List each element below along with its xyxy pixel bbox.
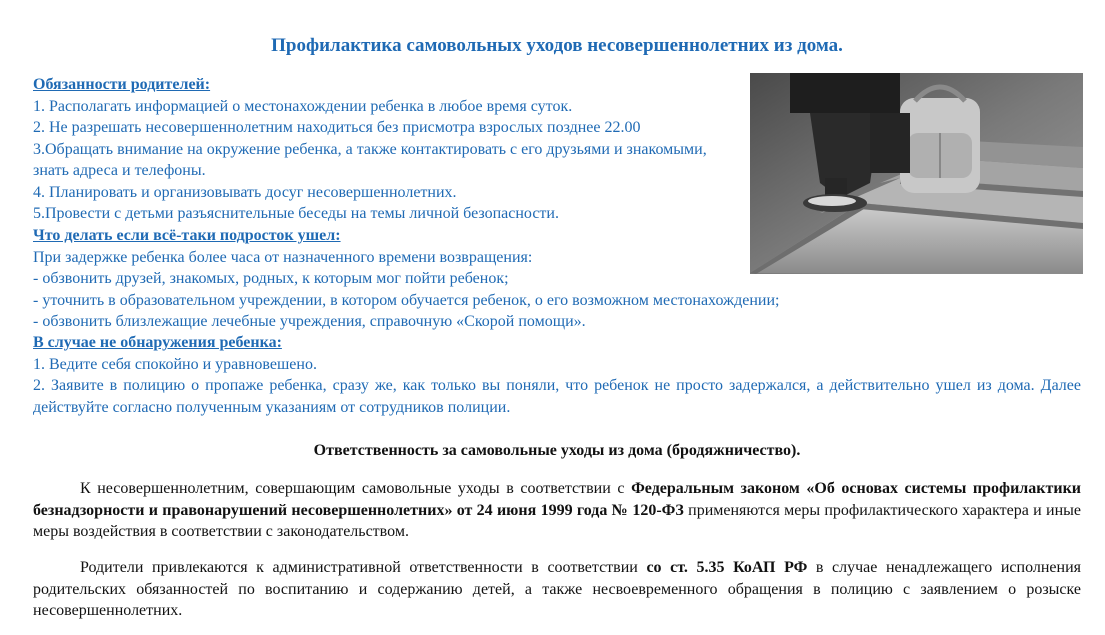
responsibility-title: Ответственность за самовольные уходы из дома (бродяжничество).	[313, 442, 801, 459]
page-title: Профилактика самовольных уходов несовершеннолетних из дома.	[271, 35, 843, 56]
paragraph-text: К несовершеннолетним, совершающим самовольные уходы в соответствии с	[80, 480, 632, 497]
section-heading: Что делать если всё-таки подросток ушел:	[33, 227, 341, 244]
list-item: - обзвонить друзей, знакомых, родных, к которым мог пойти ребенок;	[33, 270, 509, 287]
paragraph-text: в случае ненадлежащего исполнения родительских обязанностей по воспитанию и содержанию детей, а также несвоевременного обращения в полицию с заявлением о розыске несовершеннолетних.	[33, 559, 1081, 619]
paragraph-text: Родители привлекаются к административной ответственности в соответствии	[80, 559, 647, 576]
section-heading: Обязанности родителей:	[33, 76, 211, 93]
list-item: 5.Провести с детьми разъяснительные беседы на темы личной безопасности.	[33, 205, 559, 222]
section-heading: В случае не обнаружения ребенка:	[33, 334, 282, 351]
responsibility-paragraph-2	[33, 557, 1081, 622]
list-item: 4. Планировать и организовывать досуг несовершеннолетних.	[33, 183, 457, 201]
document-page	[33, 0, 1081, 635]
list-item: 1. Ведите себя спокойно и уравновешено.	[33, 355, 317, 373]
child-not-found-section	[33, 332, 1081, 418]
list-item: 1. Располагать информацией о местонахождении ребенка в любое время суток.	[33, 97, 573, 115]
list-item: 2. Заявите в полицию о пропаже ребенка, сразу же, как только вы поняли, что ребенок не просто задержался, а действительно ушел из дома. Далее действуйте согласно полученным указаниям от сотрудников полиции.	[33, 377, 1081, 416]
list-item: 2. Не разрешать несовершеннолетним находиться без присмотра взрослых позднее 22.00	[33, 119, 641, 136]
law-reference: Федеральным законом «Об основах системы профилактики безнадзорности и правонарушений несовершеннолетних» от 24 июня 1999 года № 120-ФЗ	[33, 480, 1082, 519]
list-item: 3.Обращать внимание на окружение ребенка, а также контактировать с его друзьями и знакомыми, знать адреса и телефоны.	[33, 140, 707, 179]
list-item: - обзвонить близлежащие лечебные учреждения, справочную «Скорой помощи».	[33, 313, 586, 330]
parents-duties-section	[33, 74, 741, 225]
law-reference: со ст. 5.35 КоАП РФ	[646, 559, 808, 576]
responsibility-paragraph-1	[33, 478, 1081, 543]
list-item: При задержке ребенка более часа от назначенного времени возвращения:	[33, 248, 533, 266]
list-item: - уточнить в образовательном учреждении, в котором обучается ребенок, о его возможном местонахождении;	[33, 291, 780, 309]
paragraph-text: применяются меры профилактического характера и иные меры воздействия в соответствии с законодательством.	[33, 501, 1081, 540]
if-teen-left-section	[33, 225, 1081, 333]
